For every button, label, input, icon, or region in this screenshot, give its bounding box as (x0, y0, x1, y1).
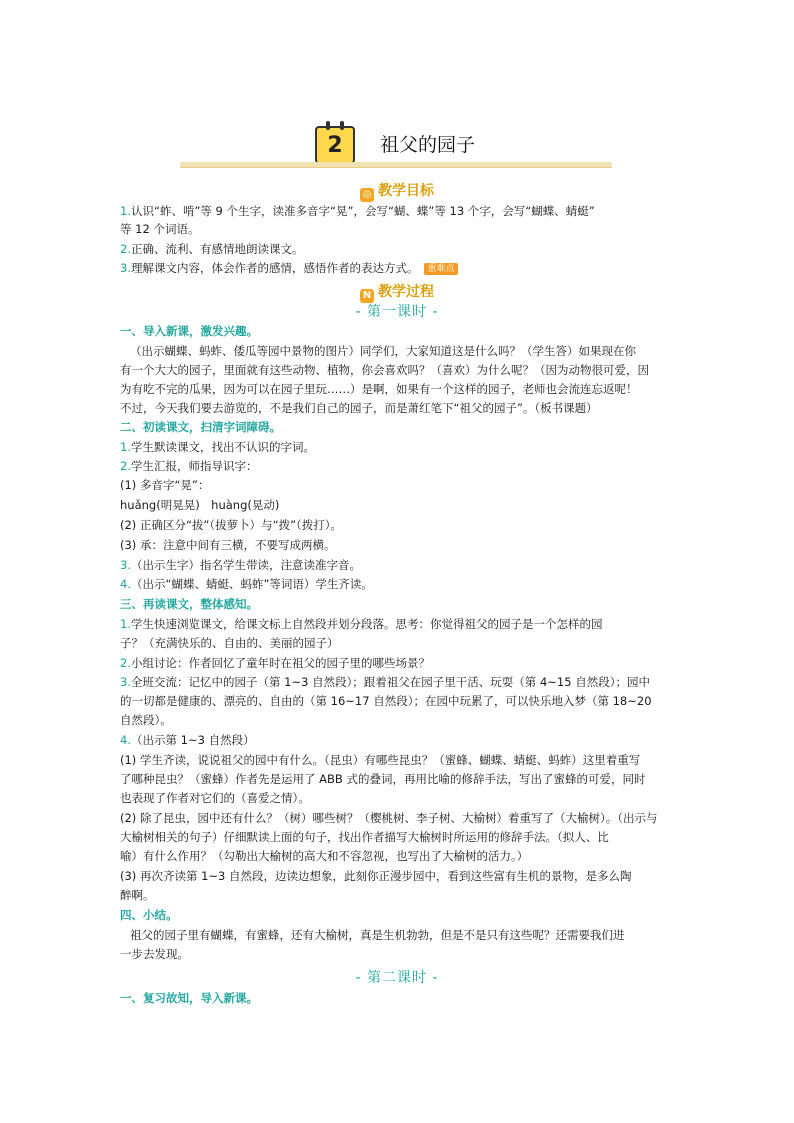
header-divider (180, 162, 612, 167)
section-heading-goals (0, 180, 794, 202)
list-item: (1) 多音字“晃”： (120, 478, 210, 492)
paragraph-line: 了哪种昆虫？（蜜蜂）作者先是运用了 ABB 式的叠词，再用比喻的修辞手法，写出了蜜蜂的可爱，同时 (120, 772, 646, 786)
period-heading-1: - 第一课时 - (355, 304, 439, 320)
paragraph-line: 祖父的园子里有蝴蝶，有蜜蜂，还有大榆树，真是生机勃勃，但是不是只有这些呢？还需要我们进 (130, 928, 625, 942)
list-item-cont: 子？（充满快乐的、自由的、美丽的园子） (120, 636, 339, 650)
list-item: 2.学生汇报，师指导识字： (120, 459, 258, 473)
step-title: 四、小结。 (120, 908, 178, 922)
list-item: 2.小组讨论：作者回忆了童年时在祖父的园子里的哪些场景？ (120, 656, 430, 670)
list-item: (2) 正确区分“拔”（拔萝卜）与“拨”（拨打）。 (120, 518, 343, 532)
paragraph-line: 不过，今天我们要去游览的，不是我们自己的园子，而是萧红笔下“祖父的园子”。（板书课题） (120, 401, 598, 415)
list-item-cont: 的一切都是健康的、漂亮的、自由的（第 16~17 自然段）；在园中玩累了，可以快乐地入梦（第 18~20 (120, 694, 652, 708)
list-item-cont: 自然段）。 (120, 713, 172, 727)
lesson-header (180, 122, 612, 172)
list-item: 3.（出示生字）指名学生带读，注意读准字音。 (120, 558, 361, 572)
goal-item-cont: 等 12 个词语。 (120, 222, 200, 236)
paragraph-line: 大榆树相关的句子）仔细默读上面的句子，找出作者描写大榆树时所运用的修辞手法。（拟人、比 (120, 830, 609, 844)
process-heading-text: 教学过程 (378, 284, 434, 300)
step-title: 三、再读课文，整体感知。 (120, 597, 258, 611)
paragraph-line: (1) 学生齐读，说说祖父的园中有什么。（昆虫）有哪些昆虫？（蜜蜂、蝴蝶、蜻蜓、蚂蚱）这里着重写 (120, 753, 641, 767)
paragraph-line: 为有吃不完的瓜果，因为可以在园子里玩……）是啊，如果有一个这样的园子，老师也会流连忘返呢！ (120, 382, 638, 396)
goal-item: 1.认识“蚱、啃”等 9 个生字，读准多音字“晃”，会写“蝴、蝶”等 13 个字，会写“蝴蝶、蜻蜓” (120, 204, 595, 218)
paragraph-line: （出示蝴蝶、蚂蚱、倭瓜等园中景物的图片）同学们，大家知道这是什么吗？（学生答）如果现在你 (130, 344, 636, 358)
list-item: (3) 承：注意中间有三横，不要写成两横。 (120, 538, 336, 552)
list-item: 1.学生默读课文，找出不认识的字词。 (120, 440, 315, 454)
step-title: 二、初读课文，扫清字词障碍。 (120, 420, 281, 434)
period-heading-2: - 第二课时 - (355, 970, 439, 986)
paragraph-line: 醉啊。 (120, 888, 155, 902)
list-item: huǎng(明晃晃) huàng(晃动) (120, 498, 280, 512)
list-item: 4.（出示“蝴蝶、蜻蜓、蚂蚱”等词语）学生齐读。 (120, 577, 373, 591)
list-item: 4.（出示第 1~3 自然段） (120, 733, 255, 747)
section-heading-process (0, 281, 794, 303)
lesson-title: 祖父的园子 (380, 134, 476, 156)
step-title: 一、复习故知，导入新课。 (120, 991, 258, 1005)
step-title: 一、导入新课，激发兴趣。 (120, 324, 258, 338)
paragraph-line: (2) 除了昆虫，园中还有什么？（树）哪些树？（樱桃树、李子树、大榆树）着重写了（大榆树）。（出示与 (120, 811, 658, 825)
target-icon: ◎ (360, 188, 374, 202)
paragraph-line: 一步去发现。 (120, 947, 189, 961)
list-item: 1.学生快速浏览课文，给课文标上自然段并划分段落。思考：你觉得祖父的园子是一个怎样的园 (120, 617, 603, 631)
lesson-number-badge: 2 (315, 126, 355, 164)
paragraph-line: 喻）有什么作用？（勾勒出大榆树的高大和不容忽视，也写出了大榆树的活力。） (120, 849, 529, 863)
paragraph-line: 有一个大大的园子，里面就有这些动物、植物，你会喜欢吗？（喜欢）为什么呢？（因为动物很可爱，因 (120, 363, 649, 377)
process-icon: N (360, 289, 374, 303)
goals-heading-text: 教学目标 (378, 183, 434, 199)
list-item: 3.全班交流：记忆中的园子（第 1~3 自然段）；跟着祖父在园子里干活、玩耍（第 4~15 自然段）；园中 (120, 675, 650, 689)
key-difficulty-badge: 重难点 (424, 263, 457, 275)
goal-item: 3.理解课文内容，体会作者的感情，感悟作者的表达方式。 重难点 (120, 259, 458, 277)
goal-item: 2.正确、流利、有感情地朗读课文。 (120, 242, 304, 256)
paragraph-line: (3) 再次齐读第 1~3 自然段，边读边想象，此刻你正漫步园中，看到这些富有生机的景物，是多么陶 (120, 869, 632, 883)
paragraph-line: 也表现了作者对它们的（喜爱之情）。 (120, 791, 310, 805)
